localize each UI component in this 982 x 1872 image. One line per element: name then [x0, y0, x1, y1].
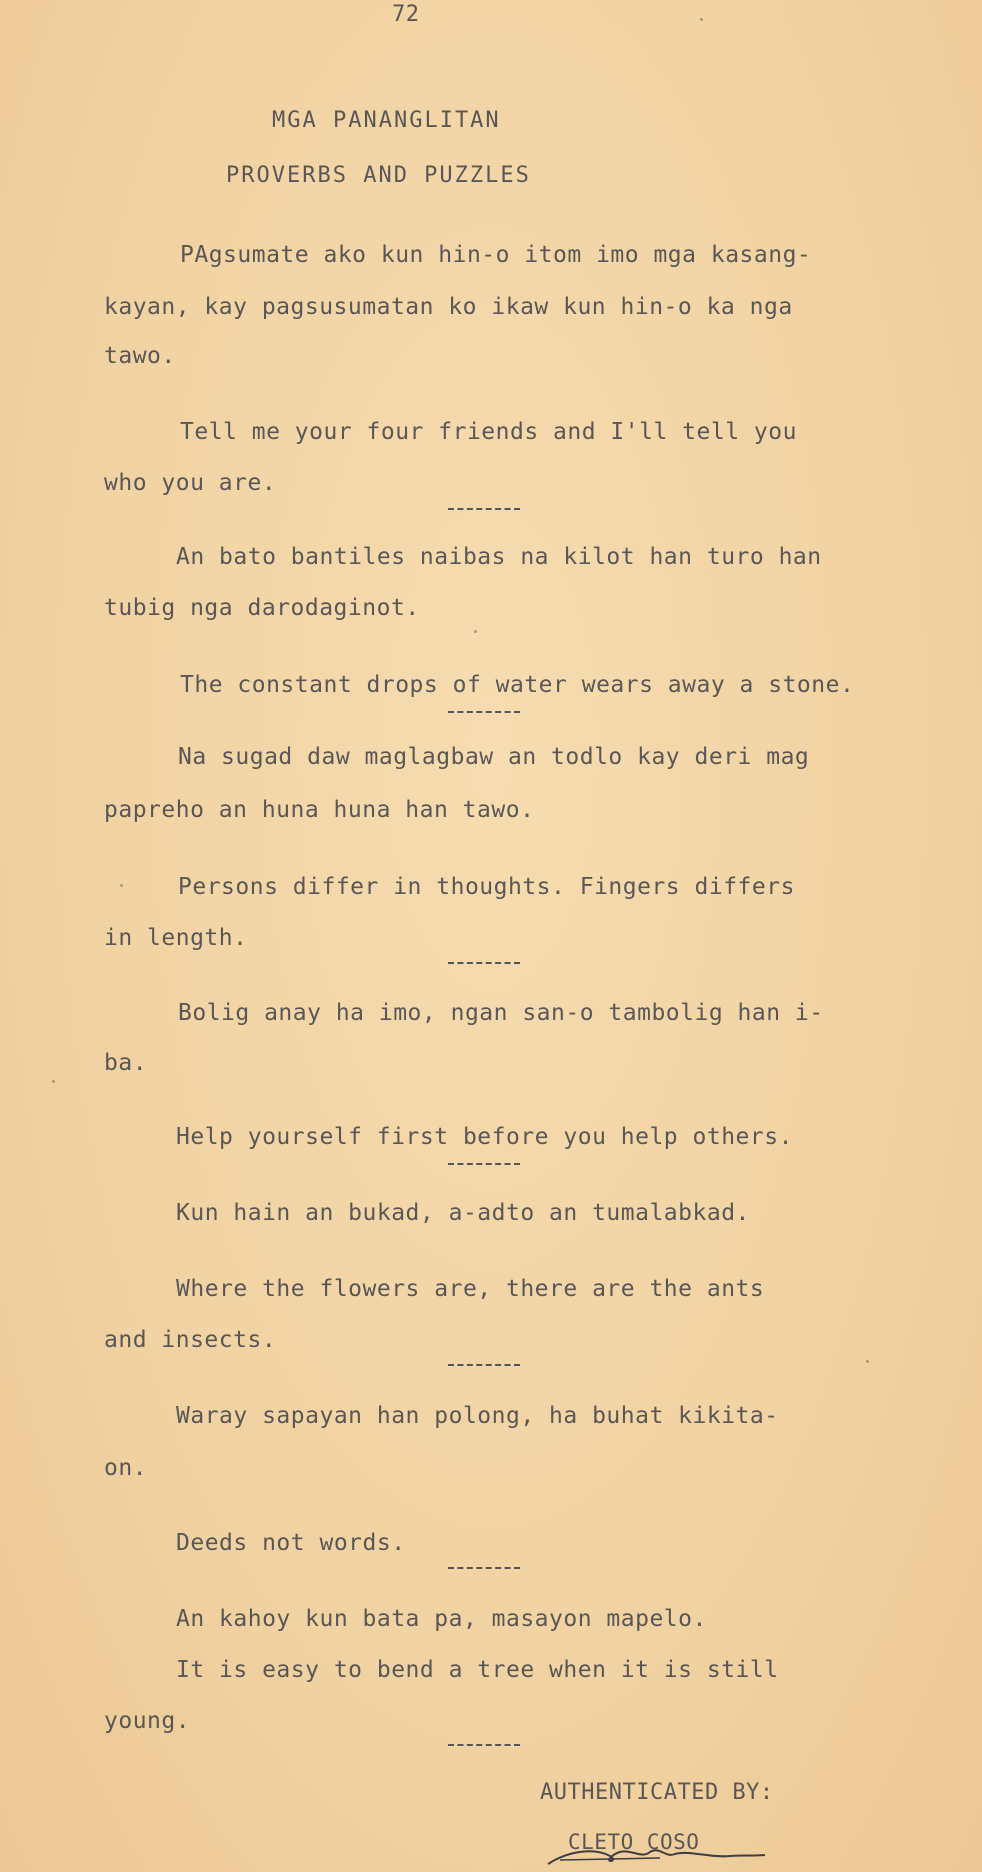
proverb-line: Where the flowers are, there are the ants: [176, 1276, 765, 1302]
authenticator-name: CLETO COSO: [568, 1830, 700, 1854]
proverb-line: An kahoy kun bata pa, masayon mapelo.: [176, 1606, 707, 1632]
separator: [448, 1364, 520, 1366]
proverb-line: Na sugad daw maglagbaw an todlo kay deri mag: [178, 744, 810, 770]
proverb-line: tawo.: [104, 343, 176, 369]
title-native: MGA PANANGLITAN: [272, 108, 501, 133]
proverb-line: Kun hain an bukad, a-adto an tumalabkad.: [176, 1200, 750, 1226]
proverb-line: kayan, kay pagsusumatan ko ikaw kun hin-o ka nga: [104, 294, 793, 320]
separator: [448, 1744, 520, 1746]
proverb-line: Persons differ in thoughts. Fingers differs: [178, 874, 795, 900]
proverb-line: PAgsumate ako kun hin-o itom imo mga kasang-: [180, 242, 812, 268]
proverb-line: and insects.: [104, 1327, 277, 1353]
paper-speck: [866, 1360, 869, 1363]
proverb-line: on.: [104, 1455, 148, 1481]
authentication-label: AUTHENTICATED BY:: [540, 1780, 774, 1805]
separator: [448, 711, 520, 713]
separator: [448, 1163, 520, 1165]
proverb-line: in length.: [104, 925, 248, 951]
proverb-line: young.: [104, 1708, 191, 1734]
page-number: 72: [392, 2, 420, 27]
paper-speck: [700, 18, 703, 21]
proverb-line: Tell me your four friends and I'll tell you: [180, 419, 797, 445]
paper-speck: [474, 630, 477, 633]
proverb-line: Waray sapayan han polong, ha buhat kikita-: [176, 1403, 779, 1429]
proverb-line: Help yourself first before you help others.: [176, 1124, 793, 1150]
proverb-line: tubig nga darodaginot.: [104, 595, 420, 621]
proverb-line: An bato bantiles naibas na kilot han turo han: [176, 544, 822, 570]
proverb-line: Bolig anay ha imo, ngan san-o tambolig han i-: [178, 1000, 824, 1026]
separator: [448, 962, 520, 964]
proverb-line: who you are.: [104, 470, 277, 496]
paper-speck: [120, 884, 123, 887]
proverb-line: Deeds not words.: [176, 1530, 406, 1556]
proverb-line: ba.: [104, 1050, 148, 1076]
proverb-line: papreho an huna huna han tawo.: [104, 797, 535, 823]
separator: [448, 508, 520, 510]
proverb-line: The constant drops of water wears away a stone.: [180, 672, 855, 698]
paper-speck: [52, 1080, 55, 1083]
separator: [448, 1567, 520, 1569]
title-english: PROVERBS AND PUZZLES: [226, 163, 531, 188]
proverb-line: It is easy to bend a tree when it is still: [176, 1657, 779, 1683]
